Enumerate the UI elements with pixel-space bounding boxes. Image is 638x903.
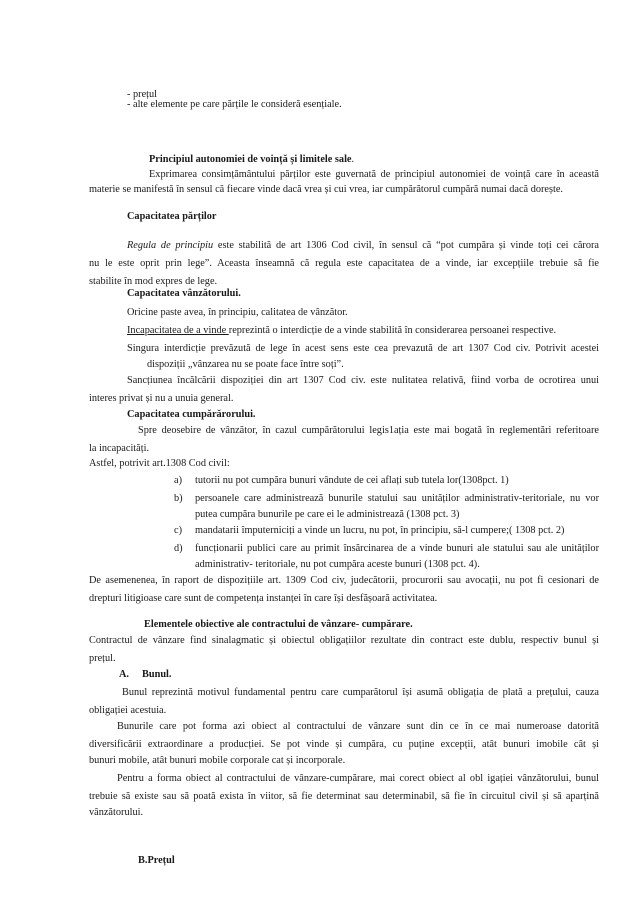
- capacity-rule-line1: [127, 237, 599, 255]
- buyer-line2: la incapacități.: [89, 443, 150, 454]
- seller-line5: Sancțiunea încălcării dispoziției din art 1307 Cod civ. este nulitatea relativă, fiind vorba de ocrotirea unui: [127, 375, 599, 386]
- rule-rest-text: este stabilită de art 1306 Cod civil, în sensul că “pot cumpăra și vinde toți cei cărora: [213, 240, 599, 251]
- buyer-para-line1: De asemenenea, în raport de dispozițiile art. 1309 Cod civ, judecătorii, procurorii sau avocații, nu pot fi cesionari de: [89, 575, 599, 586]
- section-heading-objective: Elementele obiective ale contractului de vânzare- cumpărare.: [144, 619, 413, 630]
- good-p3-line2: trebuie să existe sau să poată exista în viitor, să fie determinat sau determinabil, să fie în circuitul civil și să aparțină: [89, 791, 599, 802]
- buyer-item-b-text-2: putea cumpăra bunurile pe care ei le administrează (1308 pct. 3): [195, 509, 460, 520]
- buyer-item-a-text: tutorii nu pot cumpăra bunuri vândute de cei aflați sub tutela lor(1308pct. 1): [195, 475, 509, 486]
- section-heading-capacity: Capacitatea părților: [127, 211, 217, 222]
- buyer-item-d-text-1: funcționarii publici care au primit însărcinarea de a vinde bunuri ale statului sau ale unităților: [195, 543, 599, 554]
- autonomy-para-line2: materie se manifestă în sensul că fiecare vinde dacă vrea și cui vrea, iar cumpărătorul cumpără numai dacă dorește.: [89, 184, 563, 195]
- seller-incapacity-underlined: Incapacitatea de a vinde: [127, 325, 229, 336]
- capacity-rule-line3: stabilite în mod expres de lege.: [89, 276, 218, 287]
- good-p2-line1: Bunurile care pot forma azi obiect al contractului de vânzare sunt din ce în ce mai numeroase datorită: [117, 721, 599, 732]
- buyer-para-line2: drepturi litigioase care sunt de competența instanței în care își desfășoară activitatea.: [89, 593, 438, 604]
- good-p2-line3: bunuri mobile, atât bunuri mobile corporale cat și incorporale.: [89, 755, 346, 766]
- buyer-line1: Spre deosebire de vânzător, în cazul cumpărătorului legis1ația este mai bogată în reglementări referitoare: [138, 425, 599, 436]
- buyer-item-b-text-1: persoanele care administrează bunurile statului sau unităților administrativ-teritoriale, nu vor: [195, 493, 599, 504]
- seller-line4: dispoziții „vânzarea nu se poate face între soți”.: [147, 359, 344, 370]
- subsection-marker-a: A.: [119, 669, 130, 680]
- buyer-item-d-text-2: administrativ- teritoriale, nu pot cumpăra aceste bunuri (1308 pct. 4).: [195, 559, 480, 570]
- buyer-item-d-marker: d): [174, 543, 183, 554]
- subsection-heading-price: B.Prețul: [138, 855, 175, 866]
- autonomy-heading-text: Principiul autonomiei de voință și limitele sale: [149, 154, 352, 165]
- buyer-item-c-marker: c): [174, 525, 182, 536]
- objective-para-line1: Contractul de vânzare find sinalagmatic și obiectul obligațiilor rezultate din contract este dublu, respectiv bunul și: [89, 635, 599, 646]
- good-p2-line2: diversificării extraordinare a producției. Se pot vinde și cumpăra, cu puține excepții, atât bunuri imobile cât și: [89, 739, 599, 750]
- good-p1-line1: Bunul reprezintă motivul fundamental pentru care cumparătorul își asumă obligația de plată a prețului, cauza: [122, 687, 599, 698]
- buyer-item-b-marker: b): [174, 493, 183, 504]
- seller-line2: [127, 322, 556, 340]
- subsection-heading-good: Bunul.: [142, 669, 172, 680]
- buyer-item-c-text: mandatarii împuterniciți a vinde un lucru, nu pot, în principiu, să-l cumpere;( 1308 pct. 2): [195, 525, 565, 536]
- good-p3-line3: vânzătorului.: [89, 807, 144, 818]
- good-p3-line1: Pentru a forma obiect al contractului de vânzare-cumpărare, mai corect obiect al obl igației vânzătorului, bunul: [117, 773, 599, 784]
- seller-line6: interes privat și nu a unuia general.: [89, 393, 234, 404]
- objective-para-line2: prețul.: [89, 653, 116, 664]
- seller-line3: Singura interdicție prevăzută de lege în acest sens este cea prevazută de art 1307 Cod civ. Potrivit acestei: [127, 343, 599, 354]
- seller-incapacity-rest: reprezintă o interdicție de a vinde stabilită în considerarea persoanei respective.: [228, 325, 557, 336]
- list-item-other-elements: - alte elemente pe care părțile le consideră esențiale.: [127, 99, 342, 110]
- capacity-rule-line2: nu le este oprit prin lege”. Aceasta înseamnă că regula este capacitatea de a vinde, iar excepțiile trebuie să fie: [89, 258, 599, 269]
- autonomy-heading-period: .: [351, 154, 355, 165]
- rule-italic-text: Regula de principiu: [127, 240, 214, 251]
- buyer-item-a-marker: a): [174, 475, 182, 486]
- list-item-price: - prețul: [127, 89, 158, 100]
- buyer-line3: Astfel, potrivit art.1308 Cod civil:: [89, 458, 230, 469]
- section-heading-seller: Capacitatea vânzătorului.: [127, 288, 241, 299]
- section-heading-buyer: Capacitatea cumpărărorului.: [127, 409, 256, 420]
- seller-line1: Oricine paste avea, în principiu, calitatea de vânzător.: [127, 307, 348, 318]
- good-p1-line2: obligației acestuia.: [89, 705, 167, 716]
- autonomy-para-line1: Exprimarea consimțământului părților este guvernată de principiul autonomiei de voință care în această: [149, 169, 599, 180]
